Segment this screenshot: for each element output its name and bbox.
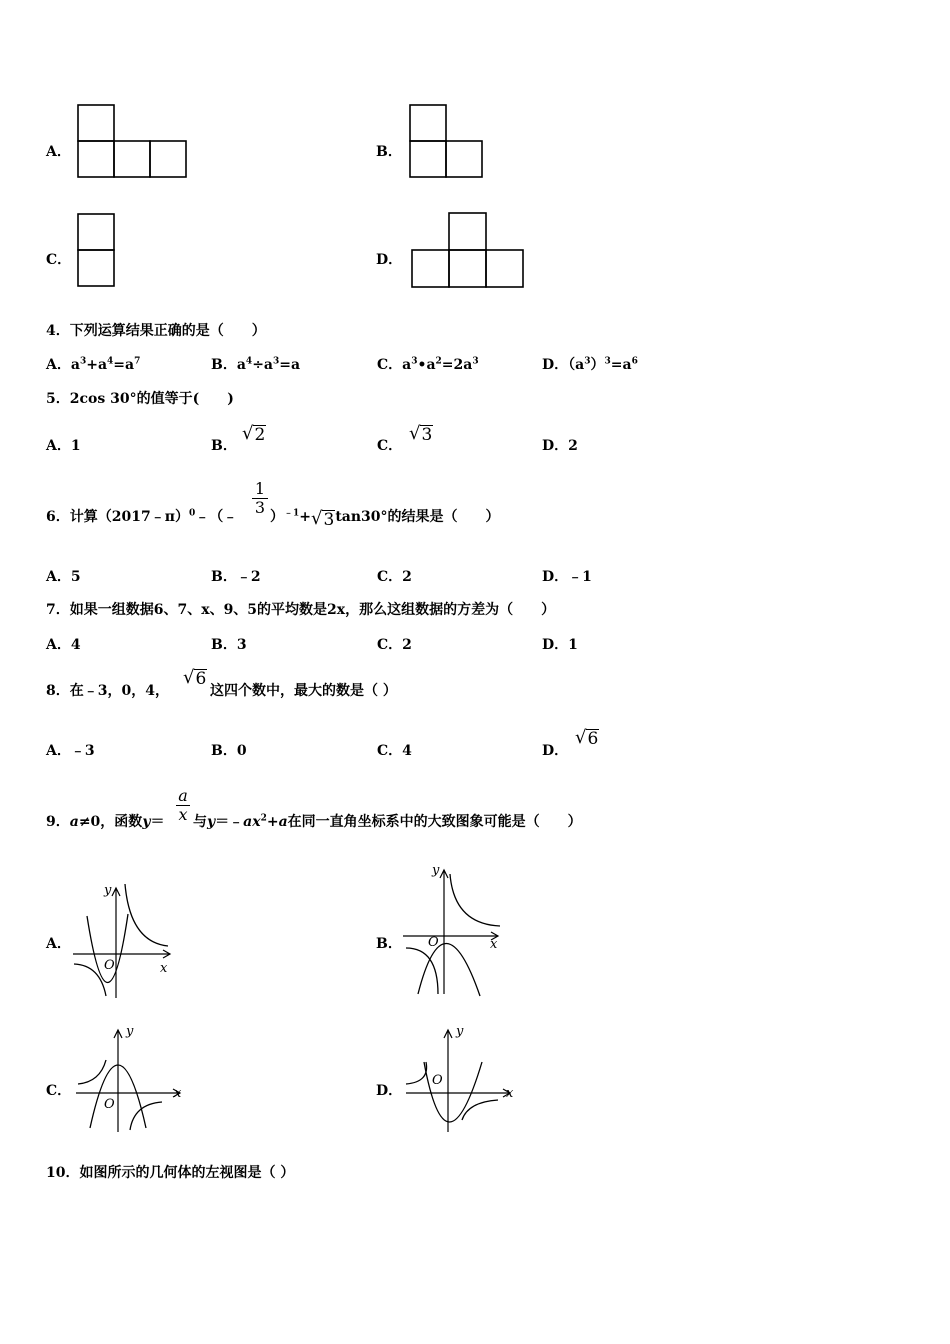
q4-option-c: C．$a^3•a^2=2a^3$ [377, 356, 479, 373]
q4-option-d: D．$(a^3)^3=a^6$ [542, 356, 638, 373]
q6-option-b: B．﹣2 [211, 569, 261, 585]
q9-fraction: $\frac{a}{x}$ [176, 787, 190, 824]
q6-fraction: $\frac{1}{3}$ [252, 480, 268, 517]
q5-option-b-sqrt: √ 2 [242, 423, 266, 445]
q8-option-d-label: D． [542, 743, 569, 759]
q3-option-d-label: D． [376, 252, 403, 268]
q7-option-d: D．1 [542, 637, 578, 653]
q9-option-d-label: D． [376, 1083, 403, 1099]
q7-option-a: A．4 [46, 637, 81, 653]
q9-option-b-graph [398, 862, 510, 1000]
q6-stem-suffix: ）$^{﹣1}$+ √ 3 tan30°的结果是（ ） [270, 508, 500, 530]
q5-option-c-sqrt: √ 3 [409, 423, 433, 445]
q9-c-axis-y: y [126, 1024, 134, 1039]
q8-option-d-sqrt: √ 6 [575, 727, 599, 749]
q3-option-c-figure [76, 212, 118, 290]
q6-option-c: C．2 [377, 569, 412, 585]
q3-option-b-label: B． [376, 144, 402, 160]
q9-option-a-label: A． [46, 936, 71, 952]
q6-option-a: A．5 [46, 569, 81, 585]
q9-option-b-label: B． [376, 936, 402, 952]
q6-stem-prefix: 6．计算（2017﹣π）$^0$﹣（﹣ [46, 508, 238, 525]
q9-option-d-graph [402, 1022, 522, 1138]
q4-option-b: B．$a^4\div a^3=a$ [211, 356, 301, 373]
q7-option-c: C．2 [377, 637, 412, 653]
q8-stem-suffix: 这四个数中，最大的数是（ ） [210, 683, 397, 699]
q9-d-axis-x: x [506, 1086, 514, 1101]
q8-stem-sqrt: √ 6 [183, 667, 207, 689]
q3-option-d-figure [409, 211, 527, 291]
q8-option-c: C．4 [377, 743, 412, 759]
q7-stem: 7．如果一组数据6、7、x、9、5的平均数是2x，那么这组数据的方差为（ ） [46, 602, 556, 618]
q5-stem: 5．2cos 30°的值等于( ) [46, 391, 234, 407]
q9-d-axis-y: y [456, 1024, 464, 1039]
q10-stem: 10．如图所示的几何体的左视图是（ ） [46, 1165, 295, 1181]
q9-c-origin: O [104, 1097, 115, 1112]
q9-a-axis-y: y [104, 883, 112, 898]
q8-option-a: A．﹣3 [46, 743, 95, 759]
q9-c-axis-x: x [174, 1086, 182, 1101]
q3-option-c-label: C． [46, 252, 72, 268]
q9-option-c-label: C． [46, 1083, 72, 1099]
q4-stem: 4．下列运算结果正确的是（ ） [46, 323, 266, 339]
q4-option-a: A．$a^3+a^4=a^7$ [46, 356, 141, 373]
q5-option-a: A．1 [46, 438, 81, 454]
q3-option-a-figure [76, 103, 188, 179]
q5-option-d: D．2 [542, 438, 578, 454]
q8-stem-prefix: 8．在﹣3，0，4， [46, 683, 169, 699]
q6-option-d: D．﹣1 [542, 569, 592, 585]
q9-option-c-graph [72, 1022, 192, 1138]
q5-option-c-label: C． [377, 438, 403, 454]
q9-b-axis-y: y [432, 863, 440, 878]
q9-stem-part1: 9．a≠0，函数y＝ [46, 814, 165, 830]
q8-option-b: B．0 [211, 743, 247, 759]
q9-a-axis-x: x [160, 961, 168, 976]
q9-b-origin: O [428, 935, 439, 950]
q9-d-origin: O [432, 1073, 443, 1088]
q7-option-b: B．3 [211, 637, 247, 653]
q3-option-b-figure [408, 103, 486, 179]
q3-option-a-label: A． [46, 144, 71, 160]
q9-stem-part2: 与$y=﹣ax^2+a$在同一直角坐标系中的大致图象可能是（ ） [193, 813, 582, 830]
q5-option-b-label: B． [211, 438, 237, 454]
q9-option-a-graph [70, 880, 180, 1000]
q9-b-axis-x: x [490, 937, 498, 952]
q9-a-origin: O [104, 958, 115, 973]
